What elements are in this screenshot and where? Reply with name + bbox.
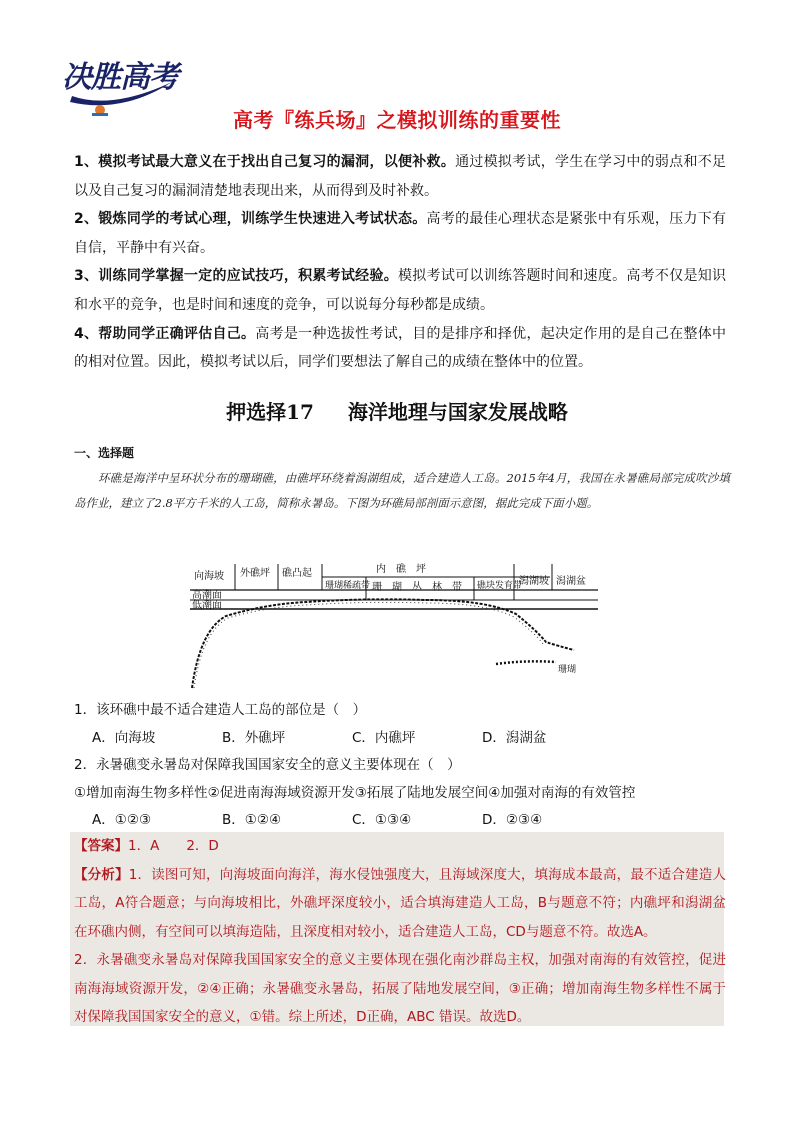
label-coral-forest: 珊 瑚 丛 林 带: [372, 582, 462, 593]
analysis-2: 2．永暑礁变永暑岛对保障我国国家安全的意义主要体现在强化南沙群岛主权，加强对南海的有效管控，促进南海海域资源开发，②④正确；永暑礁变永暑岛，拓展了陆地发展空间，③正确；增加南海生物多样性不属于对保障我国国家安全的意义，①错。综上所述，D正确，ABC 错误。故选D。: [74, 952, 726, 1025]
question-1-stem: 1．该环礁中最不适合建造人工岛的部位是（ ）: [74, 702, 367, 718]
intro-paragraph: 1、模拟考试最大意义在于找出自己复习的漏洞，以便补救。通过模拟考试，学生在学习中的弱点和不足以及自己复习的漏洞清楚地表现出来，从而得到及时补救。: [74, 154, 726, 199]
intro-paragraph: 2、锻炼同学的考试心理，训练学生快速进入考试状态。高考的最佳心理状态是紧张中有乐观，压力下有自信，平静中有兴奋。: [74, 211, 726, 256]
banner-title: 高考『练兵场』之模拟训练的重要性: [233, 108, 561, 132]
label-reef-ridge: 礁凸起: [282, 568, 312, 579]
option[interactable]: A．向海坡: [92, 730, 156, 746]
label-sparse-zone: 珊瑚稀疏带: [325, 581, 371, 591]
passage: 环礁是海洋中呈环状分布的珊瑚礁，由礁坪环绕着潟湖组成，适合建造人工岛。2015年4月，我国在永暑礁局部完成吹沙填岛作业，建立了2.8平方千米的人工岛，简称永暑岛。下图为环礁局部剖面示意图，据此完成下面小题。: [74, 471, 730, 510]
answer-section: [74, 832, 726, 1032]
coral-patch: [496, 661, 556, 664]
intro-paragraph: 3、训练同学掌握一定的应试技巧，积累考试经验。模拟考试可以训练答题时间和速度。高考不仅是知识和水平的竞争，也是时间和速度的竞争，可以说每分每秒都是成绩。: [74, 268, 727, 313]
label-low-tide: 低潮面: [192, 600, 222, 611]
section-number: 押选择17: [226, 400, 314, 424]
logo-text: 决胜高考: [62, 60, 178, 95]
label-lagoon-basin: 潟湖盆: [556, 576, 586, 587]
option[interactable]: B．①②④: [222, 812, 282, 828]
intro-section: [74, 148, 726, 377]
reef-profile-line: [192, 599, 577, 688]
sub-heading: 一、选择题: [74, 446, 135, 460]
option[interactable]: C．内礁坪: [352, 730, 416, 746]
section-name: 海洋地理与国家发展战略: [347, 400, 568, 424]
question-2-stem: 2．永暑礁变永暑岛对保障我国国家安全的意义主要体现在（ ）: [74, 757, 461, 773]
label-lagoon-slope: 潟湖坡: [519, 576, 549, 587]
intro-paragraph: 4、帮助同学正确评估自己。高考是一种选拔性考试，目的是排序和择优，起决定作用的是自己在整体中的相对位置。因此，模拟考试以后，同学们要想法了解自己的成绩在整体中的位置。: [74, 325, 726, 371]
label-patch-zone: 礁块发育带: [477, 581, 523, 591]
option[interactable]: B．外礁坪: [222, 730, 286, 746]
label-seaward-slope: 向海坡: [194, 571, 224, 582]
answer-line: 【答案】1．A 2．D: [74, 838, 219, 854]
option[interactable]: D．潟湖盆: [482, 730, 547, 746]
option[interactable]: D．②③④: [482, 812, 543, 828]
label-high-tide: 高潮面: [192, 590, 222, 601]
label-coral: 珊瑚: [558, 665, 577, 675]
option[interactable]: A．①②③: [92, 812, 152, 828]
option[interactable]: C．①③④: [352, 812, 412, 828]
atoll-profile-diagram: [186, 560, 606, 690]
question-2-options: [92, 808, 732, 828]
question-1-options: [92, 726, 732, 746]
label-inner-reef: 内 礁 坪: [376, 564, 426, 575]
analysis-1: 【分析】1．读图可知，向海坡面向海洋，海水侵蚀强度大，且海域深度大，填海成本最高，最不适合建造人工岛，A符合题意；与向海坡相比，外礁坪深度较小，适合填海建造人工岛，B与题意不符；内礁坪和潟湖盆在环礁内侧，有空间可以填海造陆，且深度相对较小，适合建造人工岛，CD与题意不符。故选A。: [74, 866, 727, 940]
reef-texture-line: [194, 602, 544, 688]
label-outer-reef: 外礁坪: [240, 568, 270, 579]
question-2-statements: ①增加南海生物多样性②促进南海海域资源开发③拓展了陆地发展空间④加强对南海的有效管控: [74, 785, 636, 801]
section-title: [0, 396, 794, 425]
